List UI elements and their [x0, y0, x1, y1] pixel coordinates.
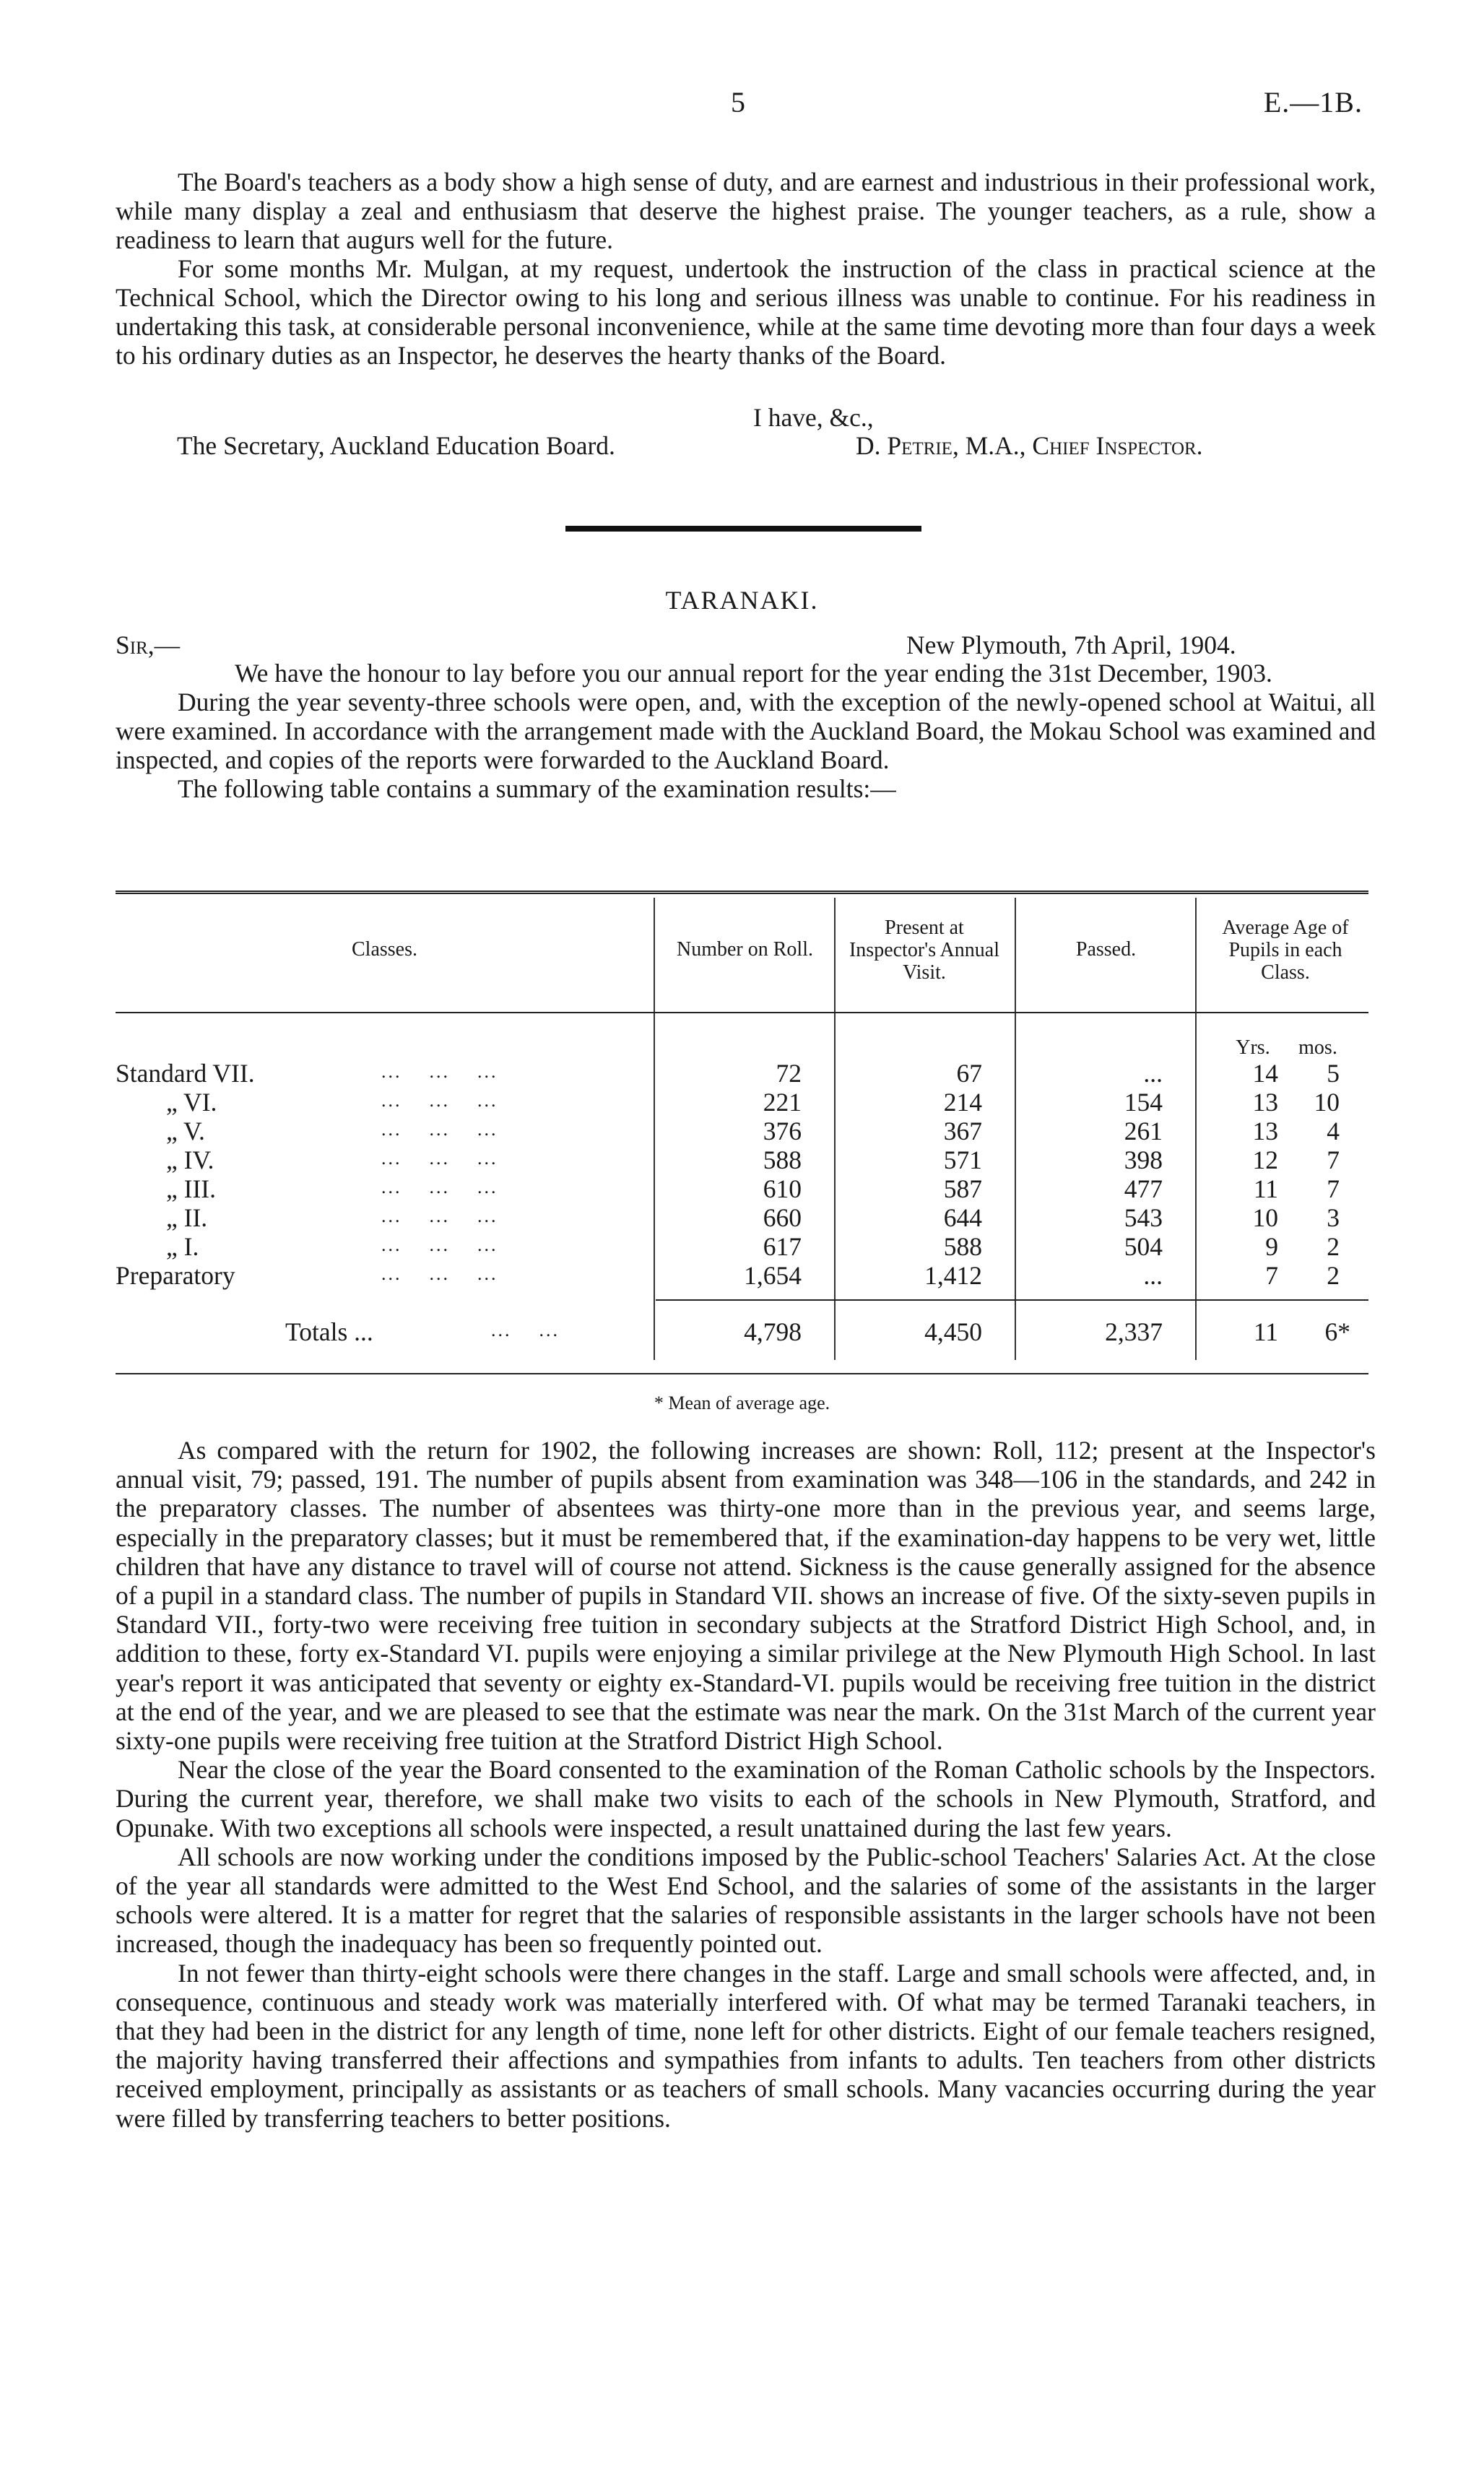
cell-passed: ... — [1143, 1059, 1163, 1088]
page-header — [0, 85, 1484, 129]
addressee: The Secretary, Auckland Education Board. — [177, 431, 615, 460]
table-top-rule — [116, 891, 1368, 892]
page-number: 5 — [731, 86, 745, 118]
cell-roll: 376 — [763, 1117, 802, 1145]
results-table — [116, 891, 1368, 1389]
table-footnote: * Mean of average age. — [654, 1392, 830, 1413]
leader-dots: ... ... ... — [381, 1148, 498, 1169]
row-label: Standard VII. — [116, 1059, 255, 1088]
cell-months: 2 — [1327, 1232, 1340, 1261]
paragraph: As compared with the return for 1902, the following increases are shown: Roll, 112; present at the Inspector's annual visit, 79; passed, 191. The number of pupils absent from examination was 348—106 in the standards, and 242 in the preparatory classes. The number of absentees was thirty-one more than in the previous year, and seems large, especially in the preparatory classes; but it must be remembered that, if the examination-day happens to be very wet, little children that have any distance to travel will of course not attend. Sickness is the cause generally assigned for the absence of a pupil in a standard class. The number of pupils in Standard VII. shows an increase of five. Of the sixty-seven pupils in Standard VII., forty-two were receiving free tuition in secondary subjects at the Stratford District High School, and, in addition to these, forty ex-Standard VI. pupils were enjoying a similar privilege at the New Plymouth High School. In last year's report it was anticipated that seventy or eighty ex-Standard-VI. pupils would be receiving free tuition in the district at the end of the year, and we are pleased to see that the estimate was near the mark. On the 31st March of the current year sixty-one pupils were receiving free tuition at the Stratford District High School. — [116, 1436, 1376, 1756]
cell-passed: ... — [1143, 1261, 1163, 1290]
totals-passed: 2,337 — [1105, 1317, 1163, 1346]
cell-present: 67 — [956, 1059, 982, 1088]
auckland-report-conclusion — [116, 168, 1376, 370]
signature: D. Petrie, M.A., Chief Inspector. — [856, 431, 1203, 460]
cell-years: 7 — [1265, 1261, 1278, 1290]
place-date: New Plymouth, 7th April, 1904. — [906, 631, 1236, 659]
cell-passed: 504 — [1124, 1232, 1163, 1261]
paragraph: We have the honour to lay before you our annual report for the year ending the 31st December, 1903. — [235, 659, 1272, 688]
cell-present: 587 — [943, 1174, 982, 1203]
paragraph: For some months Mr. Mulgan, at my request, undertook the instruction of the class in practical science at the Technical School, which the Director owing to his long and serious illness was unable to continue. For his readiness in undertaking this task, at considerable personal inconvenience, while at the same time devoting more than four days a week to his ordinary duties as an Inspector, he deserves the hearty thanks of the Board. — [116, 254, 1376, 370]
paragraph: Near the close of the year the Board consented to the examination of the Roman Catholic schools by the Inspectors. During the current year, therefore, we shall make two visits to each of the schools in New Plymouth, Stratford, and Opunake. With two exceptions all schools were inspected, a result unattained during the last few years. — [116, 1755, 1376, 1842]
salutation-row — [116, 630, 1376, 659]
paragraph: All schools are now working under the conditions imposed by the Public-school Teachers' Salaries Act. At the close of the year all standards were admitted to the West End School, and the salaries of some of the assistants in the larger schools were altered. It is a matter for regret that the salaries of responsible assistants in the larger schools have not been increased, though the inadequacy has been so frequently pointed out. — [116, 1842, 1376, 1959]
leader-dots: ... ... ... — [381, 1205, 498, 1226]
row-label: „ III. — [166, 1174, 216, 1203]
totals-months: 6* — [1324, 1317, 1350, 1346]
cell-years: 11 — [1253, 1174, 1278, 1203]
age-unit-years: Yrs. — [1236, 1036, 1270, 1059]
leader-dots: ... ... ... — [381, 1061, 498, 1082]
cell-roll: 72 — [776, 1059, 802, 1088]
table-top-rule-double — [116, 893, 1368, 894]
cell-months: 7 — [1327, 1174, 1340, 1203]
totals-roll: 4,798 — [744, 1317, 802, 1346]
cell-months: 5 — [1327, 1059, 1340, 1088]
totals-rule — [656, 1299, 1368, 1301]
column-divider — [1195, 898, 1197, 1360]
cell-months: 10 — [1314, 1088, 1340, 1117]
cell-years: 9 — [1265, 1232, 1278, 1261]
leader-dots: ... ... ... — [381, 1119, 498, 1140]
row-label: „ VI. — [166, 1088, 217, 1117]
col-header-classes: Classes. — [352, 938, 417, 961]
leader-dots: ... ... ... — [381, 1090, 498, 1111]
paragraph: The following table contains a summary of the examination results:— — [178, 774, 896, 803]
cell-passed: 154 — [1124, 1088, 1163, 1117]
col-header-present: Present at Inspector's Annual Visit. — [849, 917, 999, 984]
section-title: TARANAKI. — [665, 586, 819, 615]
section-divider — [565, 526, 921, 532]
cell-years: 12 — [1252, 1145, 1278, 1174]
cell-roll: 588 — [763, 1145, 802, 1174]
column-divider — [1015, 898, 1016, 1360]
age-unit-months: mos. — [1298, 1036, 1337, 1059]
row-label: Preparatory — [116, 1261, 235, 1290]
row-label: „ V. — [166, 1117, 205, 1145]
paragraph: The Board's teachers as a body show a high sense of duty, and are earnest and industrious in their professional work, while many display a zeal and enthusiasm that deserve the highest praise. The younger teachers, as a rule, show a readiness to learn that augurs well for the future. — [116, 168, 1376, 254]
leader-dots: ... ... ... — [381, 1177, 498, 1197]
totals-label: Totals ... — [285, 1317, 373, 1346]
totals-years: 11 — [1253, 1317, 1278, 1346]
row-label: „ I. — [166, 1232, 199, 1261]
row-label: „ IV. — [166, 1145, 214, 1174]
cell-roll: 660 — [763, 1203, 802, 1232]
cell-roll: 221 — [763, 1088, 802, 1117]
table-bottom-rule — [116, 1373, 1368, 1374]
cell-roll: 617 — [763, 1232, 802, 1261]
leader-dots: ... ... — [491, 1320, 560, 1340]
cell-present: 571 — [943, 1145, 982, 1174]
taranaki-body — [116, 1436, 1376, 2133]
cell-roll: 610 — [763, 1174, 802, 1203]
paragraph: In not fewer than thirty-eight schools were there changes in the staff. Large and small schools were affected, and, in consequence, continuous and steady work was materially interfered with. Of what may be termed Taranaki teachers, in that they had been in the district for any length of time, none left for other districts. Eight of our female teachers resigned, the majority having transferred their affections and sympathies from infants to adults. Ten teachers from other districts received employment, principally as assistants or as teachers of small schools. Many vacancies occurring during the year were filled by transferring teachers to better positions. — [116, 1958, 1376, 2133]
col-header-age: Average Age of Pupils in each Class. — [1222, 917, 1349, 984]
column-divider — [834, 898, 836, 1360]
salutation: Sir,— — [116, 631, 181, 659]
cell-months: 7 — [1327, 1145, 1340, 1174]
cell-passed: 477 — [1124, 1174, 1163, 1203]
leader-dots: ... ... ... — [381, 1263, 498, 1284]
cell-present: 644 — [943, 1203, 982, 1232]
cell-passed: 398 — [1124, 1145, 1163, 1174]
col-header-roll: Number on Roll. — [677, 938, 813, 961]
totals-present: 4,450 — [924, 1317, 982, 1346]
cell-present: 588 — [943, 1232, 982, 1261]
cell-passed: 543 — [1124, 1203, 1163, 1232]
cell-passed: 261 — [1124, 1117, 1163, 1145]
cell-roll: 1,654 — [744, 1261, 802, 1290]
cell-months: 2 — [1327, 1261, 1340, 1290]
taranaki-intro — [116, 659, 1376, 803]
cell-months: 3 — [1327, 1203, 1340, 1232]
col-header-passed: Passed. — [1075, 938, 1137, 961]
cell-present: 1,412 — [924, 1261, 982, 1290]
cell-years: 14 — [1252, 1059, 1278, 1088]
cell-present: 214 — [943, 1088, 982, 1117]
cell-months: 4 — [1327, 1117, 1340, 1145]
header-rule — [116, 1012, 1368, 1013]
column-divider — [654, 898, 655, 1360]
paragraph: During the year seventy-three schools were open, and, with the exception of the newly-opened school at Waitui, all were examined. In accordance with the arrangement made with the Auckland Board, the Mokau School was examined and inspected, and copies of the reports were forwarded to the Auckland Board. — [116, 688, 1376, 774]
cell-years: 13 — [1252, 1088, 1278, 1117]
closing: I have, &c., — [753, 403, 874, 432]
cell-years: 10 — [1252, 1203, 1278, 1232]
cell-years: 13 — [1252, 1117, 1278, 1145]
cell-present: 367 — [943, 1117, 982, 1145]
document-reference: E.—1B. — [1263, 86, 1363, 118]
row-label: „ II. — [166, 1203, 208, 1232]
leader-dots: ... ... ... — [381, 1234, 498, 1255]
